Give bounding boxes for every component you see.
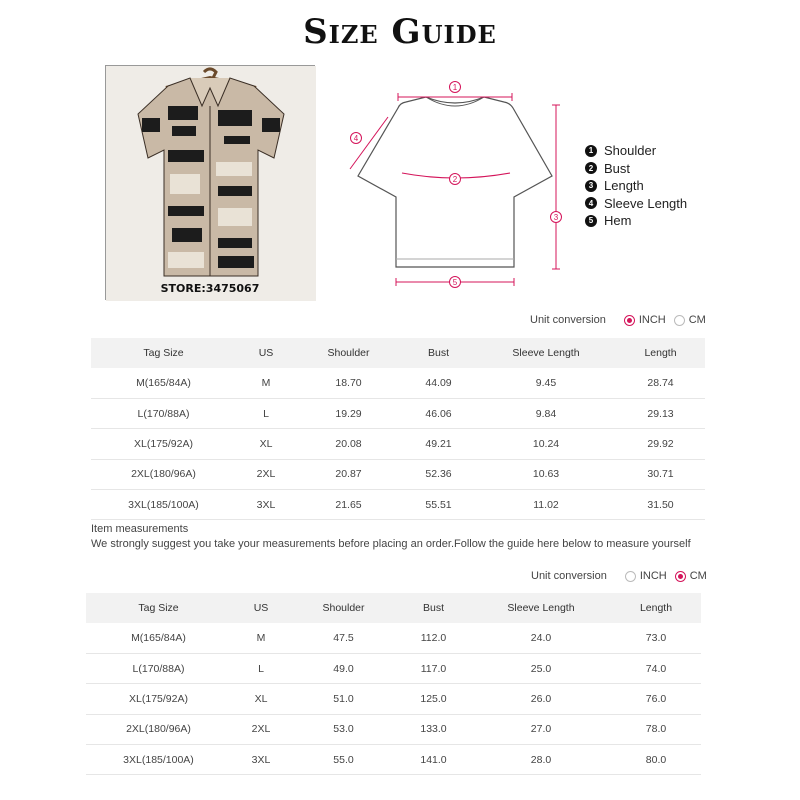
cell-sleeve-length: 10.63 [476,459,616,489]
cell-bust: 49.21 [401,429,476,459]
table-row [86,684,701,714]
header-length: Length [616,338,705,368]
cell-length: 78.0 [611,714,701,744]
table-row [86,714,701,744]
table-row [91,368,705,398]
unit-conversion-label: Unit conversion [530,314,606,326]
marker-3 [551,212,562,223]
legend-item-length [585,177,687,195]
cell-sleeve-length: 26.0 [471,684,611,714]
legend-label: Sleeve Length [604,195,688,211]
cell-shoulder: 20.87 [296,459,401,489]
cell-length: 73.0 [611,623,701,653]
unit-conversion-label: Unit conversion [531,570,607,582]
inch-radio-label[interactable]: INCH [639,570,667,582]
cell-shoulder: 19.29 [296,398,401,428]
size-table-inch [91,338,705,520]
header-shoulder: Shoulder [291,593,396,623]
cell-sleeve-length: 9.45 [476,368,616,398]
cell-tag-size: XL(175/92A) [86,684,231,714]
cell-length: 29.13 [616,398,705,428]
cm-radio-label[interactable]: CM [688,314,706,326]
cell-tag-size: M(165/84A) [86,623,231,653]
cell-sleeve-length: 10.24 [476,429,616,459]
legend-label: Bust [604,160,631,176]
legend-item-hem [585,212,687,230]
table-row [86,745,701,775]
cell-bust: 52.36 [401,459,476,489]
table-row [86,653,701,683]
cell-shoulder: 21.65 [296,490,401,520]
header-shoulder: Shoulder [296,338,401,368]
marker-1 [450,82,461,93]
cell-bust: 133.0 [396,714,471,744]
legend-number: 5 [585,215,597,227]
cell-tag-size: XL(175/92A) [91,429,236,459]
legend-item-bust [585,160,687,178]
cell-bust: 112.0 [396,623,471,653]
measurement-notes [91,522,691,552]
cell-length: 28.74 [616,368,705,398]
cell-length: 76.0 [611,684,701,714]
header-sleeve-length: Sleeve Length [476,338,616,368]
header-us: US [231,593,291,623]
svg-text:2: 2 [452,175,458,184]
size-table-cm [86,593,701,775]
cell-us: 2XL [231,714,291,744]
inch-radio-label[interactable]: INCH [638,314,666,326]
cell-bust: 55.51 [401,490,476,520]
svg-text:1: 1 [452,83,458,92]
cell-tag-size: 3XL(185/100A) [91,490,236,520]
header-sleeve-length: Sleeve Length [471,593,611,623]
cell-length: 29.92 [616,429,705,459]
cell-sleeve-length: 11.02 [476,490,616,520]
cell-sleeve-length: 9.84 [476,398,616,428]
cell-shoulder: 49.0 [291,653,396,683]
table-row [86,623,701,653]
marker-2 [450,174,461,185]
cell-tag-size: 3XL(185/100A) [86,745,231,775]
table-header-row [86,593,701,623]
legend-item-shoulder [585,142,687,160]
header-tag-size: Tag Size [86,593,231,623]
cell-us: 3XL [236,490,296,520]
table-row [91,459,705,489]
table-row [91,490,705,520]
legend-number: 4 [585,197,597,209]
product-photo [105,65,315,300]
header-length: Length [611,593,701,623]
svg-text:3: 3 [553,213,559,222]
cell-length: 31.50 [616,490,705,520]
marker-4 [351,133,362,144]
cell-tag-size: 2XL(180/96A) [91,459,236,489]
cell-shoulder: 55.0 [291,745,396,775]
legend-label: Shoulder [604,143,657,159]
cell-sleeve-length: 25.0 [471,653,611,683]
header-tag-size: Tag Size [91,338,236,368]
page-title: Size Guide [303,12,497,52]
cell-sleeve-length: 24.0 [471,623,611,653]
notes-heading: Item measurements [91,523,189,535]
table-row [91,429,705,459]
cell-us: L [231,653,291,683]
cell-length: 74.0 [611,653,701,683]
header-us: US [236,338,296,368]
cell-length: 30.71 [616,459,705,489]
cell-bust: 117.0 [396,653,471,683]
header-bust: Bust [396,593,471,623]
cell-us: 3XL [231,745,291,775]
cell-us: XL [231,684,291,714]
cm-radio[interactable] [675,571,686,582]
legend-label: Hem [604,213,632,229]
cell-us: L [236,398,296,428]
cell-shoulder: 47.5 [291,623,396,653]
marker-5 [450,277,461,288]
svg-text:5: 5 [452,278,458,287]
cell-bust: 141.0 [396,745,471,775]
store-label: STORE:3475067 [160,282,260,295]
cell-tag-size: L(170/88A) [91,398,236,428]
cell-length: 80.0 [611,745,701,775]
svg-text:4: 4 [353,134,359,143]
cell-sleeve-length: 28.0 [471,745,611,775]
legend-label: Length [604,178,644,194]
header-bust: Bust [401,338,476,368]
cm-radio-label[interactable]: CM [689,570,707,582]
cell-shoulder: 51.0 [291,684,396,714]
cell-shoulder: 20.08 [296,429,401,459]
cell-us: 2XL [236,459,296,489]
cell-tag-size: M(165/84A) [91,368,236,398]
cell-shoulder: 18.70 [296,368,401,398]
cell-bust: 46.06 [401,398,476,428]
unit-conversion-cm-section [531,570,707,582]
shirt-photo-illustration [106,66,316,301]
cell-bust: 44.09 [401,368,476,398]
cm-radio[interactable] [674,315,685,326]
notes-text: We strongly suggest you take your measurements before placing an order.Follow the guide here below to measure yourself [91,538,691,550]
legend-number: 2 [585,162,597,174]
cell-us: M [236,368,296,398]
table-row [91,398,705,428]
inch-radio[interactable] [625,571,636,582]
unit-conversion-inch-section [530,314,706,326]
cell-shoulder: 53.0 [291,714,396,744]
measurement-legend [585,142,687,230]
cell-sleeve-length: 27.0 [471,714,611,744]
cell-bust: 125.0 [396,684,471,714]
cell-us: XL [236,429,296,459]
table-header-row [91,338,705,368]
legend-number: 1 [585,145,597,157]
legend-item-sleeve-length [585,195,687,213]
tshirt-measurement-diagram [330,75,570,295]
legend-number: 3 [585,180,597,192]
cell-tag-size: 2XL(180/96A) [86,714,231,744]
inch-radio[interactable] [624,315,635,326]
cell-us: M [231,623,291,653]
cell-tag-size: L(170/88A) [86,653,231,683]
